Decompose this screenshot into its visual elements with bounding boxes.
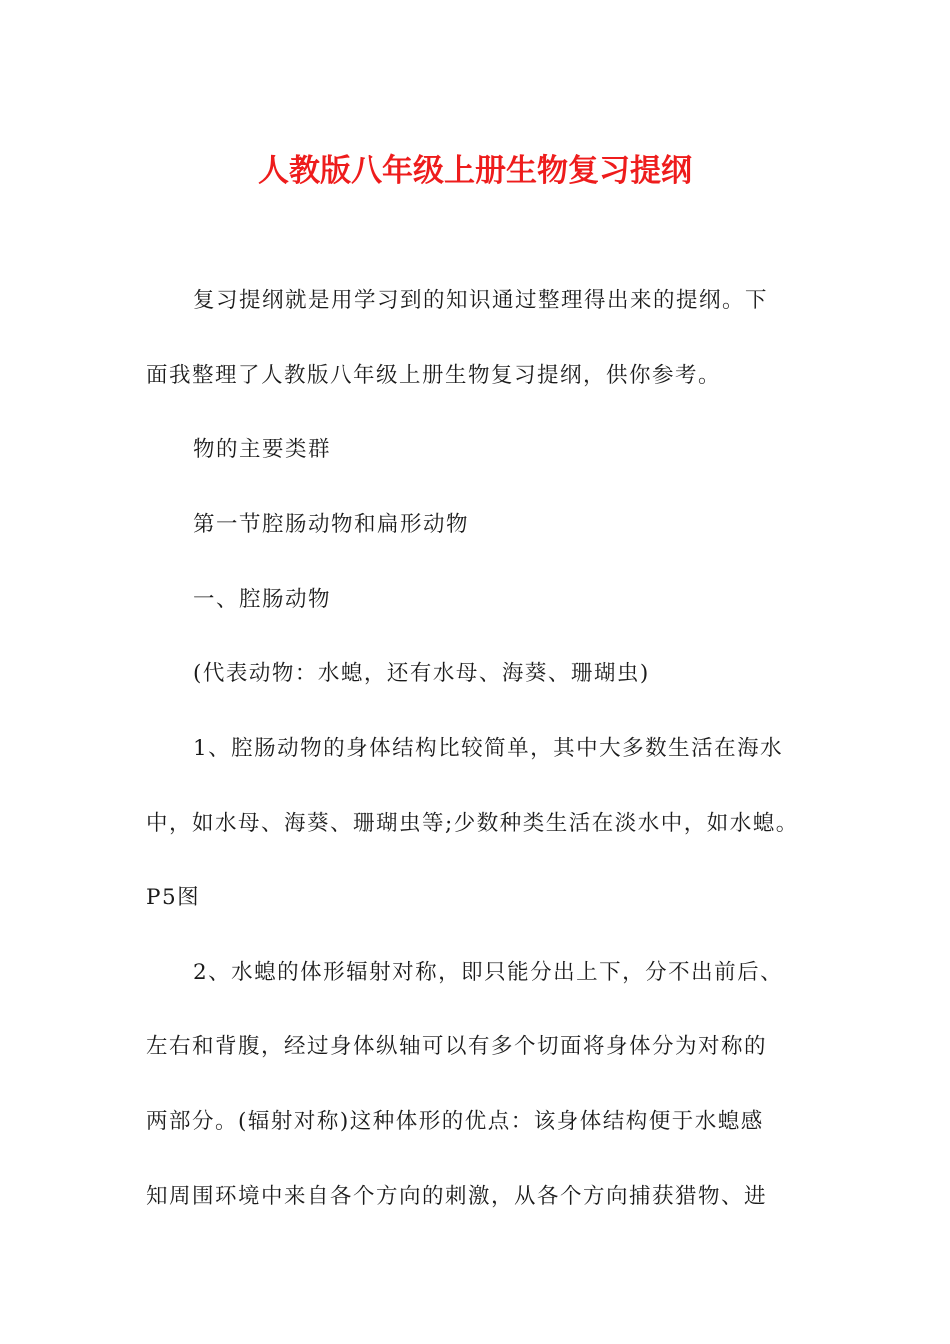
paragraph-line: 左右和背腹，经过身体纵轴可以有多个切面将身体分为对称的 (146, 1034, 768, 1059)
paragraph-line: 两部分。(辐射对称)这种体形的优点：该身体结构便于水螅感 (146, 1109, 764, 1134)
paragraph-line: 中，如水母、海葵、珊瑚虫等;少数种类生活在淡水中，如水螅。 (146, 811, 799, 836)
section-heading: 第一节腔肠动物和扁形动物 (193, 512, 470, 537)
paragraph-line: 1、腔肠动物的身体结构比较简单，其中大多数生活在海水 (193, 736, 784, 761)
document-title: 人教版八年级上册生物复习提纲 (258, 153, 692, 189)
paragraph-line: 复习提纲就是用学习到的知识通过整理得出来的提纲。下 (193, 288, 769, 313)
paragraph-line: 知周围环境中来自各个方向的刺激，从各个方向捕获猎物、进 (146, 1184, 768, 1209)
section-heading: 物的主要类群 (193, 437, 332, 462)
figure-reference: P5图 (146, 885, 201, 910)
paragraph-line: 2、水螅的体形辐射对称，即只能分出上下，分不出前后、 (193, 960, 784, 985)
paragraph-line: 面我整理了人教版八年级上册生物复习提纲，供你参考。 (146, 363, 722, 388)
subsection-heading: 一、腔肠动物 (193, 587, 332, 612)
paragraph-line: (代表动物：水螅，还有水母、海葵、珊瑚虫) (193, 661, 650, 686)
